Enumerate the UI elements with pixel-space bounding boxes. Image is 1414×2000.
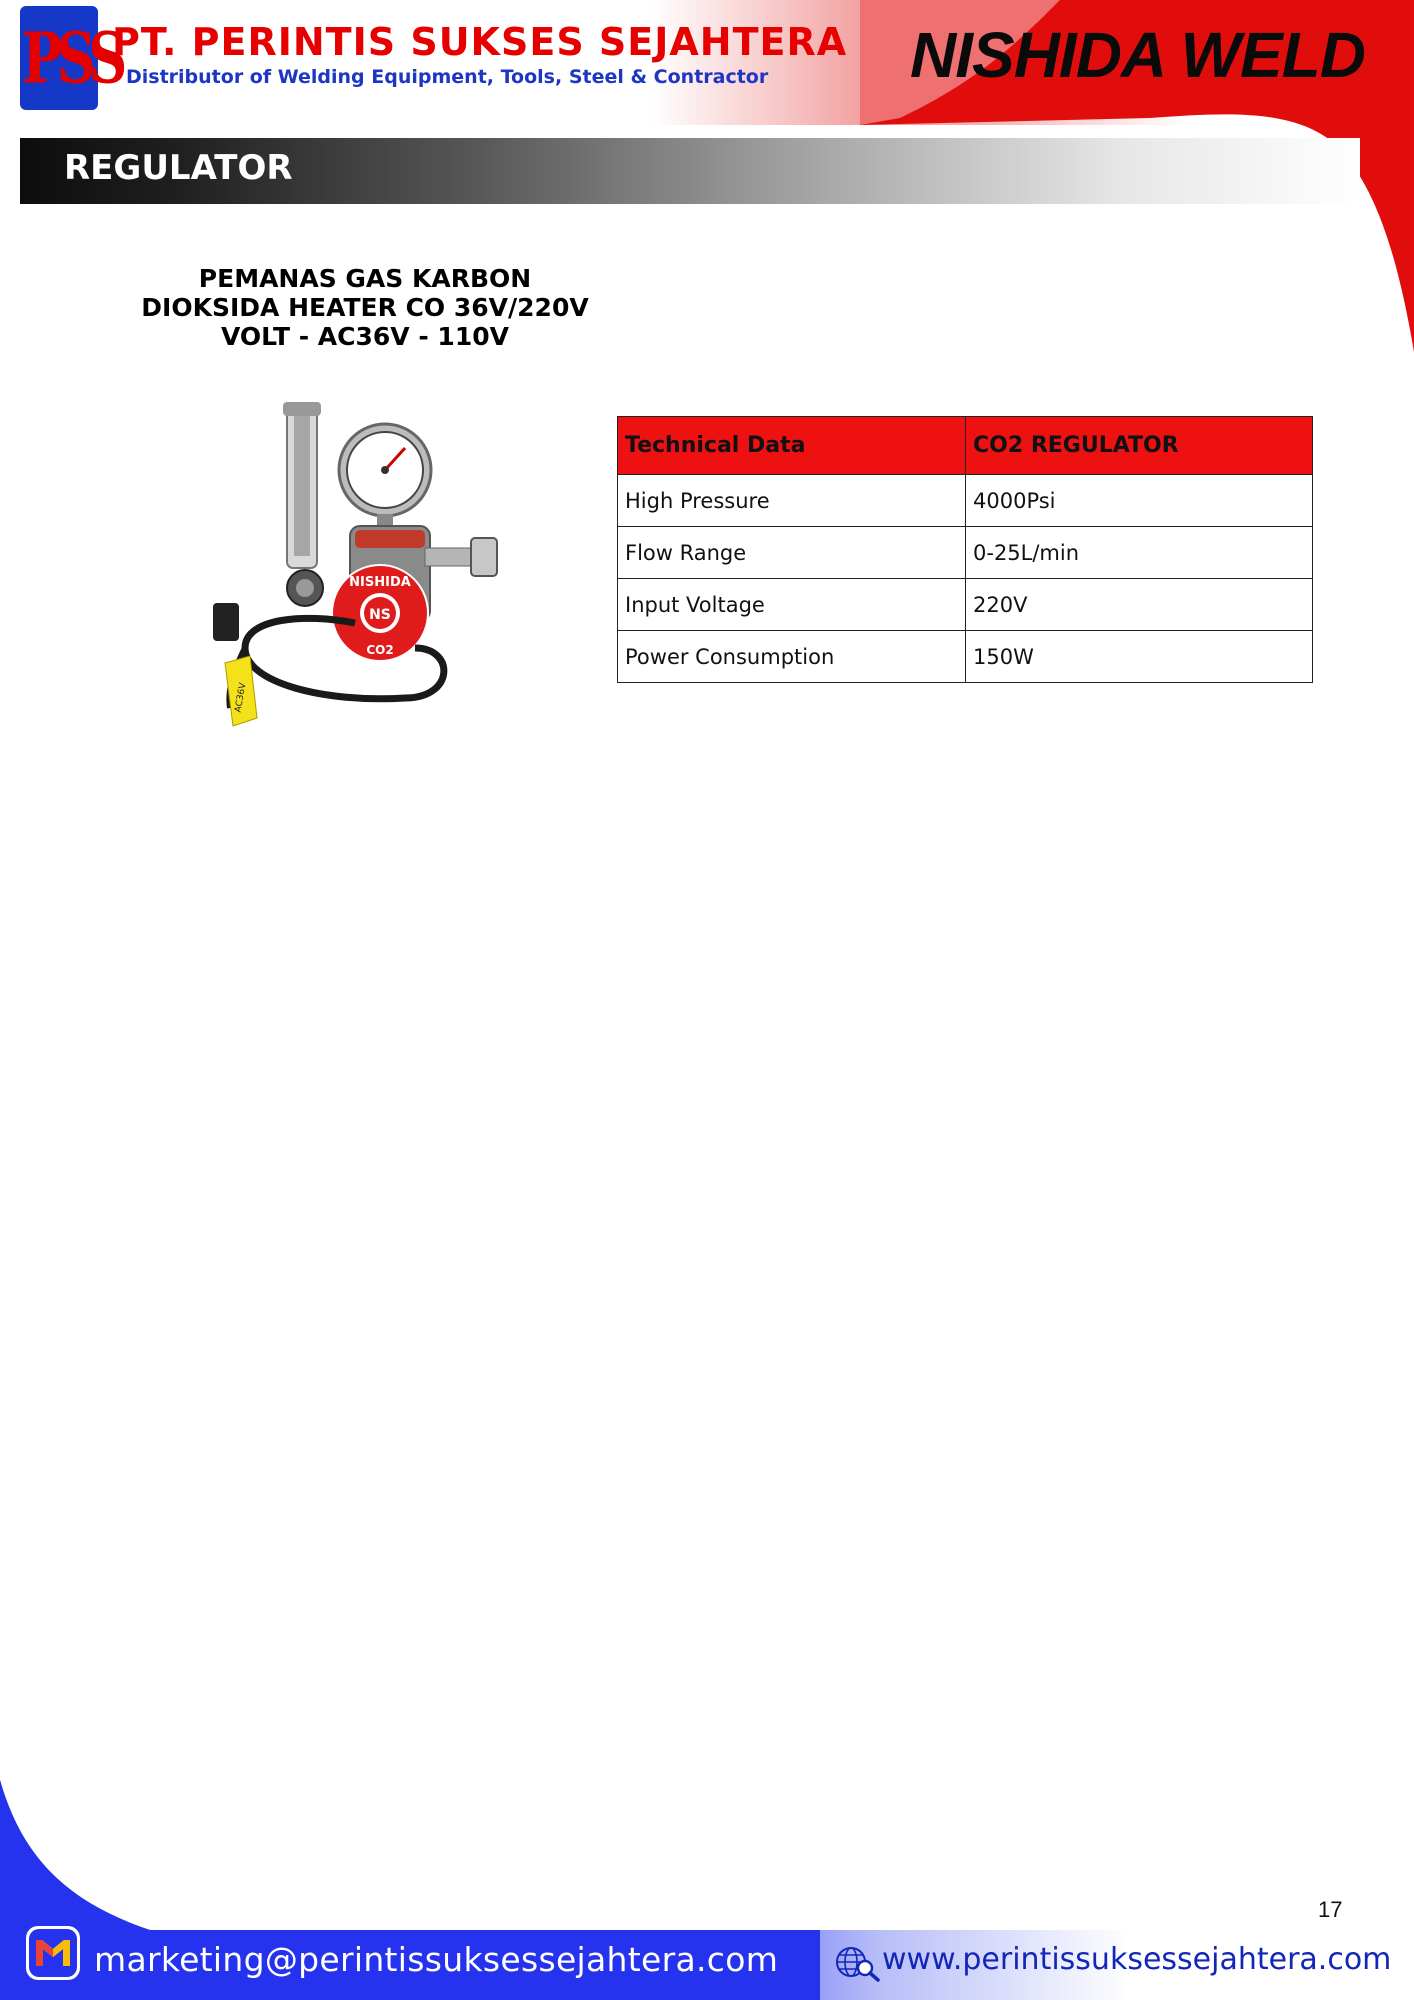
page-number: 17 <box>1318 1897 1343 1922</box>
spec-value: 220V <box>966 579 1313 631</box>
product-image <box>205 398 515 733</box>
spec-value: 0-25L/min <box>966 527 1313 579</box>
table-row <box>618 475 1313 527</box>
company-name: PT. PERINTIS SUKSES SEJAHTERA <box>112 20 848 64</box>
product-title-line: DIOKSIDA HEATER CO 36V/220V <box>141 293 589 322</box>
badge-gas-text: CO2 <box>366 643 394 657</box>
product-title <box>140 264 590 351</box>
table-header-row <box>618 417 1313 475</box>
company-logo: PSS <box>22 16 122 100</box>
website-link[interactable]: www.perintissuksessejahtera.com <box>882 1942 1392 1977</box>
product-title-line: PEMANAS GAS KARBON <box>198 264 532 293</box>
spec-value: 150W <box>966 631 1313 683</box>
table-row <box>618 527 1313 579</box>
contact-email[interactable]: marketing@perintissuksessejahtera.com <box>94 1940 779 1979</box>
table-row <box>618 631 1313 683</box>
spec-label: High Pressure <box>618 475 966 527</box>
spec-table <box>617 416 1313 683</box>
gmail-icon <box>24 1924 82 1982</box>
spec-value: 4000Psi <box>966 475 1313 527</box>
product-title-line: VOLT - AC36V - 110V <box>221 322 509 351</box>
globe-search-icon <box>834 1944 880 1982</box>
tag-text: AC36V <box>233 682 249 714</box>
badge-brand-text: NISHIDA <box>349 575 411 590</box>
brand-name: NISHIDA WELD <box>910 19 1365 91</box>
table-header-cell: CO2 REGULATOR <box>966 417 1313 475</box>
spec-label: Power Consumption <box>618 631 966 683</box>
table-row <box>618 579 1313 631</box>
table-header-cell: Technical Data <box>618 417 966 475</box>
spec-label: Flow Range <box>618 527 966 579</box>
section-title: REGULATOR <box>64 148 293 188</box>
badge-logo-text: NS <box>369 607 391 623</box>
spec-label: Input Voltage <box>618 579 966 631</box>
company-tagline: Distributor of Welding Equipment, Tools, Steel & Contractor <box>126 66 769 88</box>
